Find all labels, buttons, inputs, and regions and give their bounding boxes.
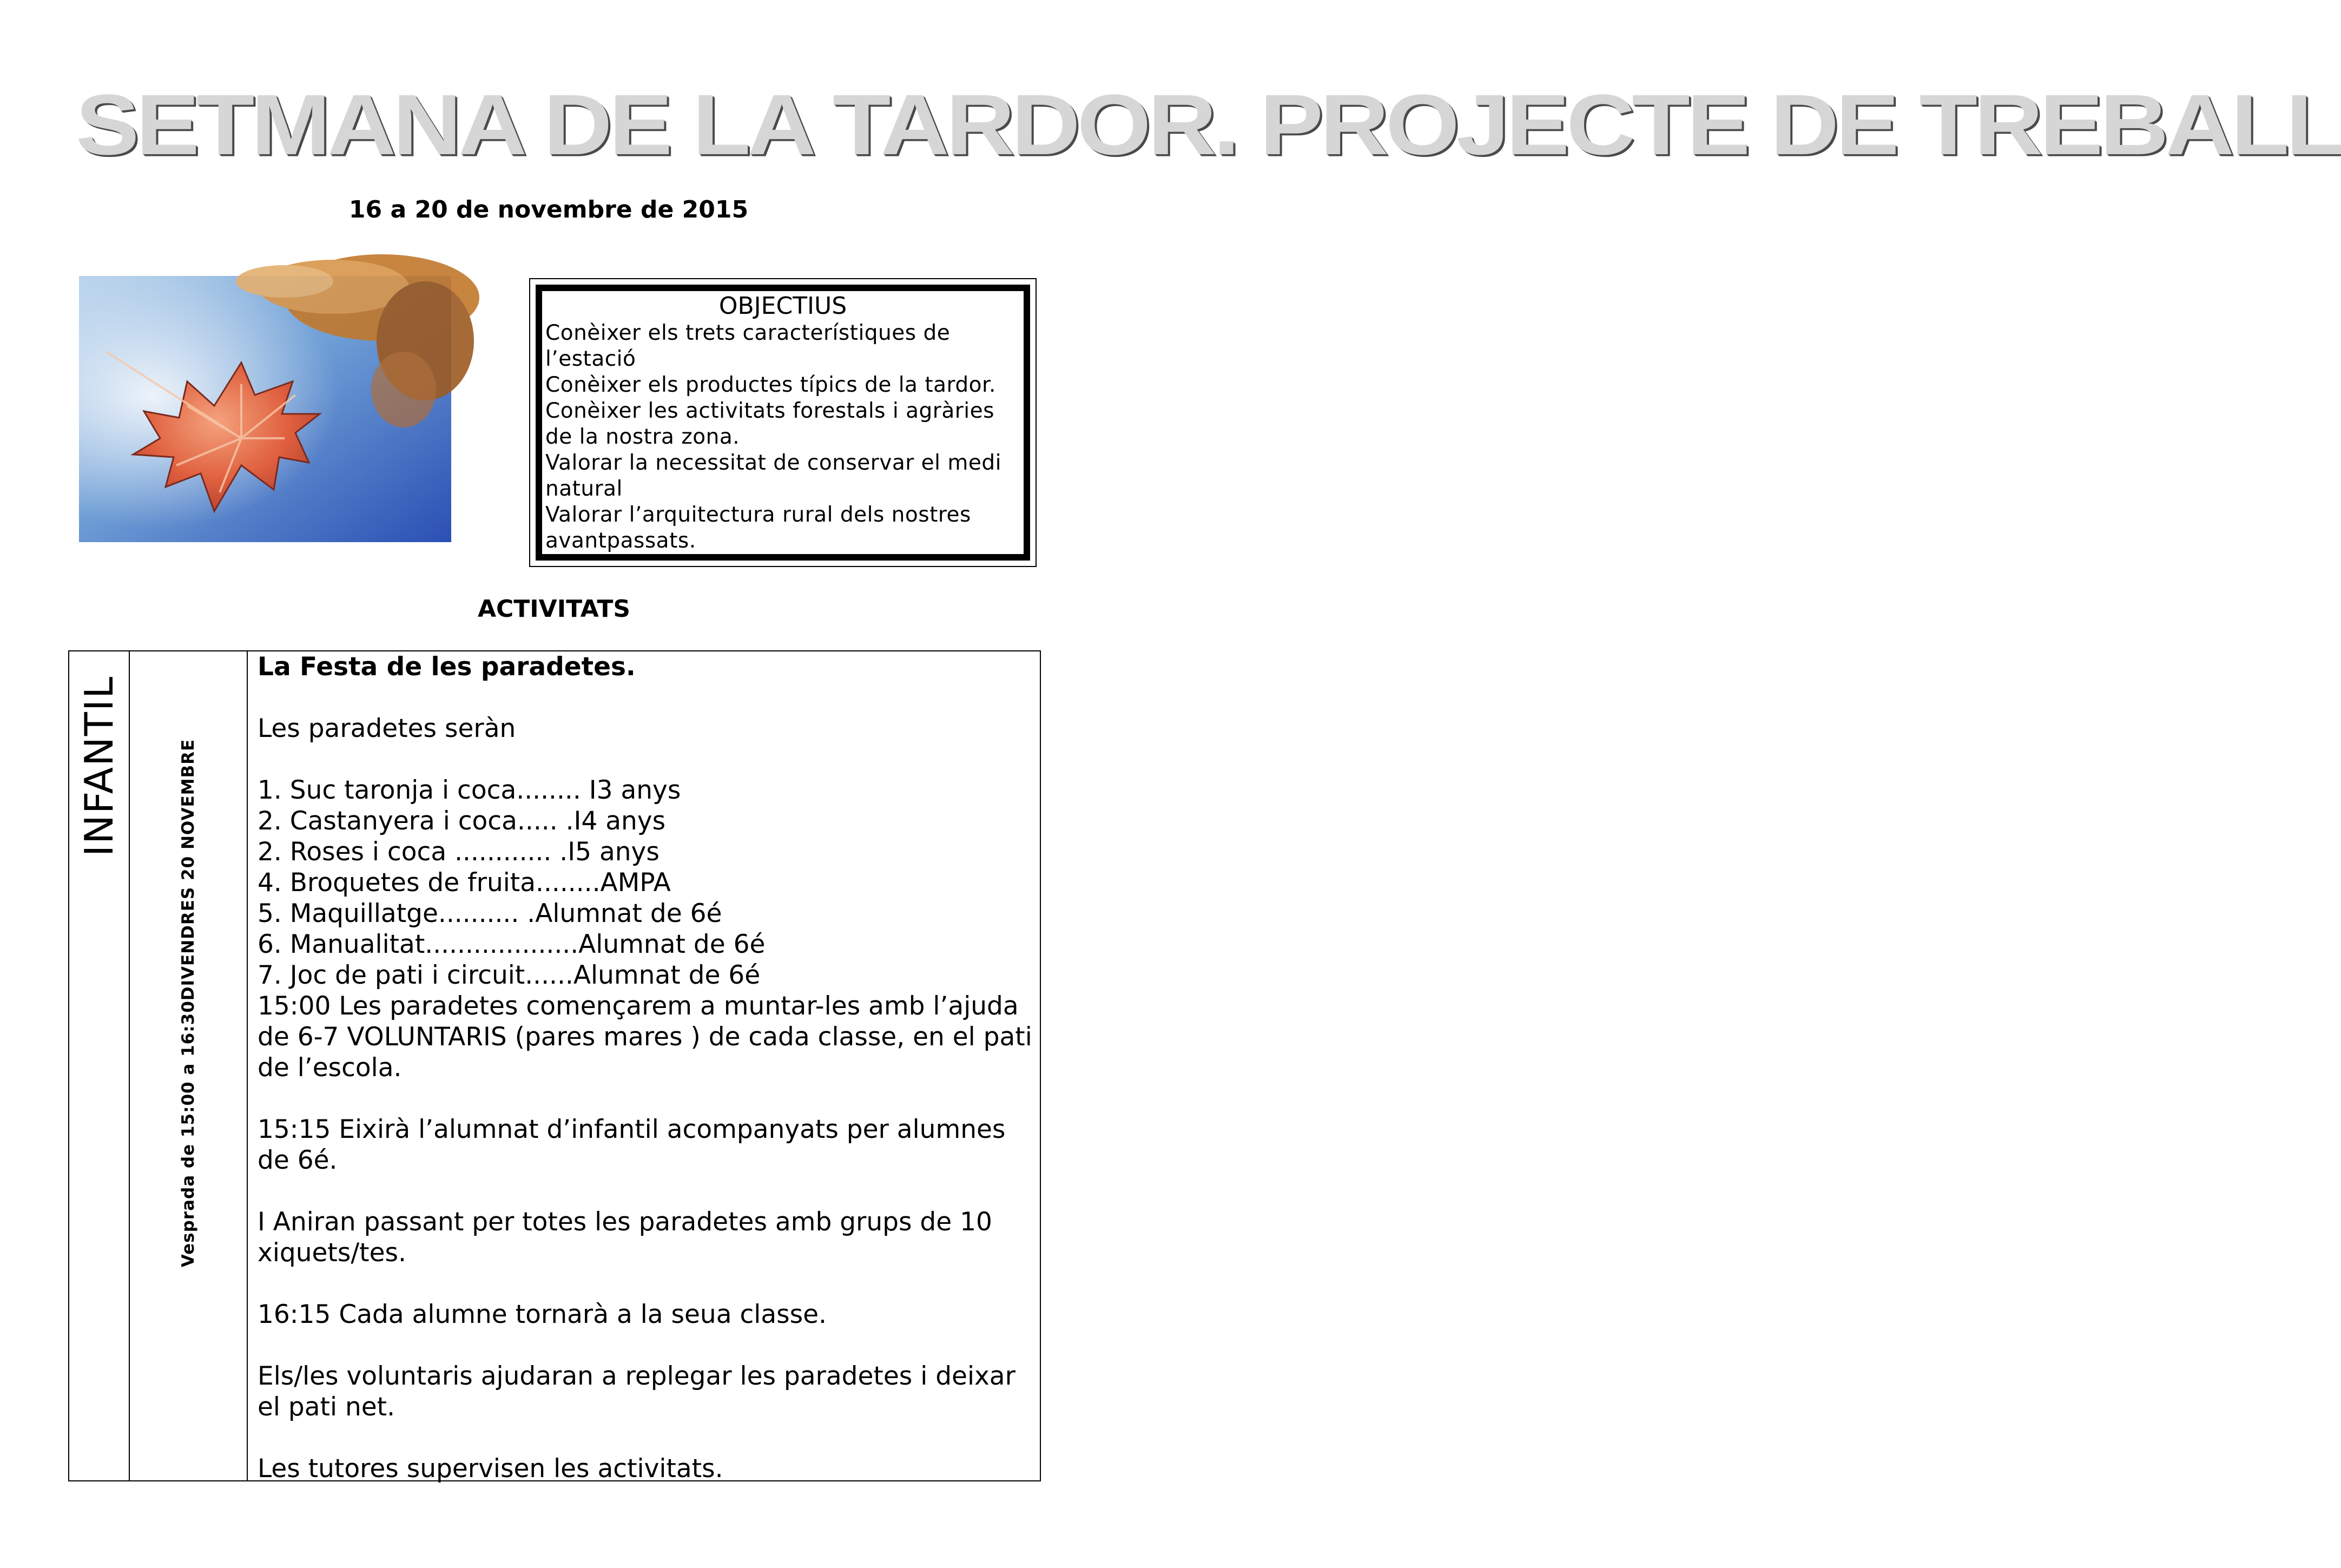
activities-table bbox=[68, 650, 1041, 1484]
schedule-item: Els/les voluntaris ajudaran a replegar les paradetes i deixar el pati net. bbox=[258, 1361, 1015, 1422]
spacer bbox=[258, 682, 1032, 713]
objectives-heading: OBJECTIUS bbox=[718, 292, 847, 320]
schedule-item: Les tutores supervisen les activitats. bbox=[258, 1454, 723, 1484]
spacer bbox=[258, 1176, 1032, 1207]
table-column-divider bbox=[129, 651, 130, 1480]
stall-item: 4. Broquetes de fruita........AMPA bbox=[258, 868, 671, 898]
event-dates: 16 a 20 de novembre de 2015 bbox=[348, 196, 749, 223]
schedule-item: 15:00 Les paradetes començarem a muntar-les amb l’ajuda de 6-7 VOLUNTARIS (pares mares ) de cada classe, en el pati de l’escola. bbox=[258, 991, 1032, 1083]
stalls-intro: Les paradetes seràn bbox=[258, 714, 516, 743]
schedule-item: 16:15 Cada alumne tornarà a la seua classe. bbox=[258, 1300, 827, 1329]
spacer bbox=[258, 1268, 1032, 1299]
objectives-inner-border bbox=[536, 285, 1030, 561]
activities-heading: ACTIVITATS bbox=[477, 595, 631, 623]
table-column-divider bbox=[247, 651, 248, 1480]
spacer bbox=[258, 1083, 1032, 1114]
activity-description bbox=[258, 651, 1032, 1484]
activity-time-label: Vesprada de 15:00 a 16:30DIVENDRES 20 NOVEMBRE bbox=[179, 739, 198, 1268]
stall-item: 2. Roses i coca ............ .I5 anys bbox=[258, 837, 660, 867]
schedule-item: 15:15 Eixirà l’alumnat d’infantil acompanyats per alumnes de 6é. bbox=[258, 1115, 1006, 1175]
objective-item: Valorar l’arquitectura rural dels nostres avantpassats. bbox=[545, 503, 971, 553]
objective-item: Conèixer els productes típics de la tardor. bbox=[545, 373, 996, 397]
objective-item: Conèixer les activitats forestals i agràries de la nostra zona. bbox=[545, 399, 994, 449]
stall-item: 5. Maquillatge.......... .Alumnat de 6é bbox=[258, 899, 722, 928]
spacer bbox=[258, 1330, 1032, 1361]
schedule-item: I Aniran passant per totes les paradetes amb grups de 10 xiquets/tes. bbox=[258, 1207, 992, 1268]
autumn-leaf-image bbox=[79, 276, 451, 542]
objective-item: Valorar la necessitat de conservar el medi natural bbox=[545, 451, 1001, 501]
stall-item: 1. Suc taronja i coca........ I3 anys bbox=[258, 775, 681, 805]
document-title: SETMANA DE LA TARDOR. PROJECTE DE TREBALL bbox=[76, 77, 2341, 173]
event-title: La Festa de les paradetes. bbox=[258, 652, 636, 682]
objective-item: Conèixer els trets característiques de l’estació bbox=[545, 321, 951, 371]
level-label: INFANTIL bbox=[76, 675, 122, 857]
spacer bbox=[258, 1422, 1032, 1453]
stall-item: 6. Manualitat...................Alumnat de 6é bbox=[258, 930, 766, 959]
stall-item: 2. Castanyera i coca..... .I4 anys bbox=[258, 806, 666, 836]
objectives-box bbox=[529, 278, 1037, 567]
stall-item: 7. Joc de pati i circuit......Alumnat de 6é bbox=[258, 960, 761, 990]
spacer bbox=[258, 744, 1032, 775]
